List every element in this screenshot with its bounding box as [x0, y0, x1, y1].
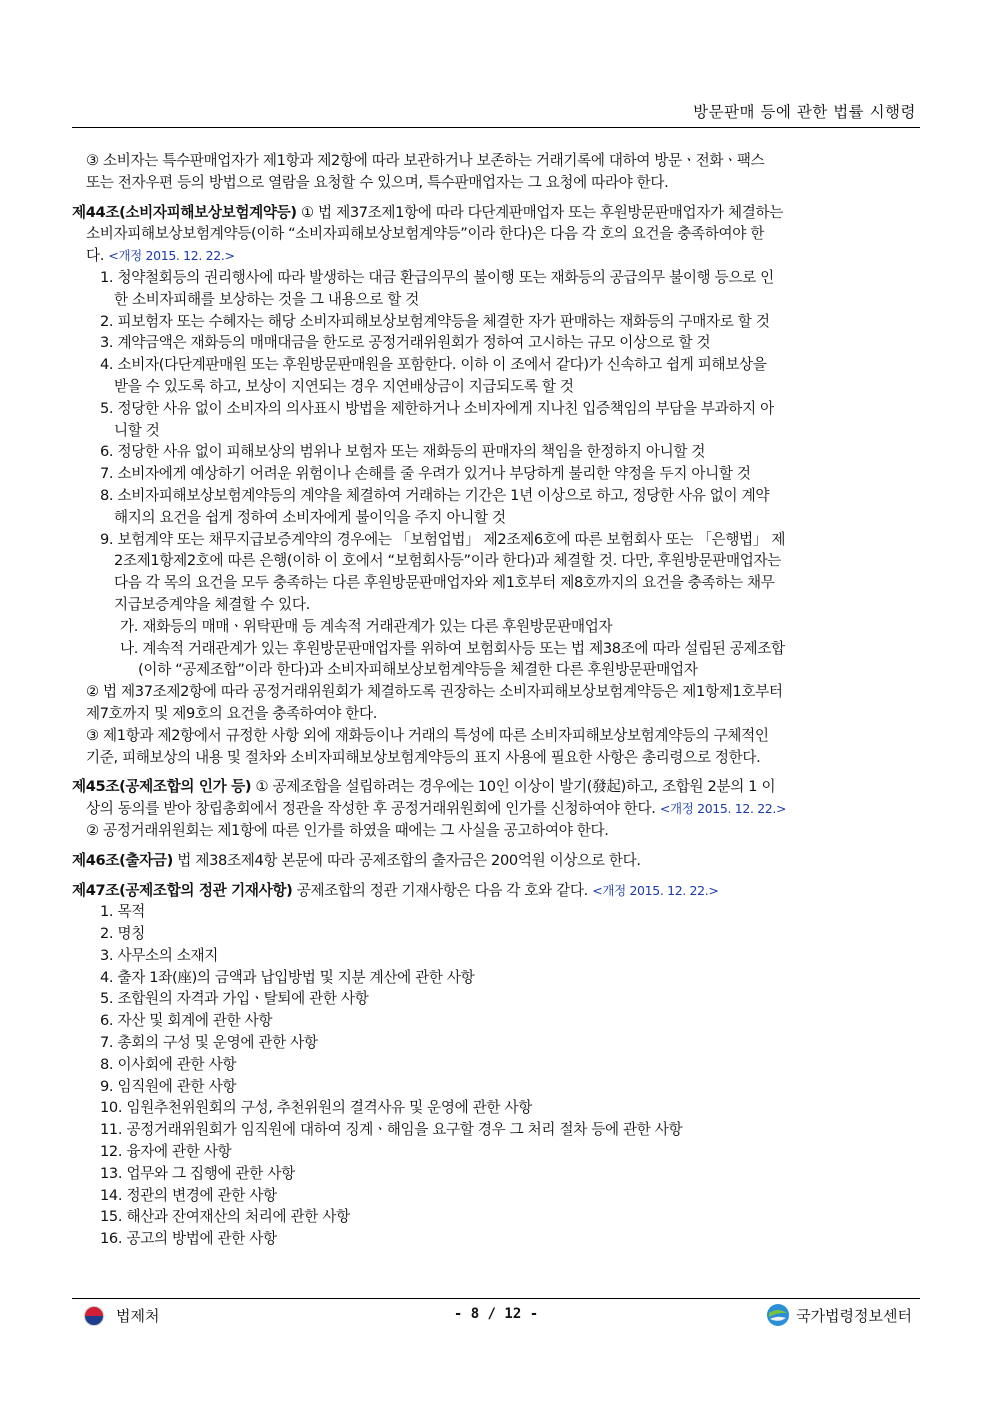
list-item: 1. 목적	[100, 903, 146, 921]
footer-center-label: 국가법령정보센터	[796, 1306, 912, 1325]
list-item: 8. 소비자피해보상보험계약등의 계약을 체결하여 거래하는 기간은 1년 이상으로 하고, 정당한 사유 없이 계약 해지의 요건을 쉽게 정하여 소비자에게 불이익을 주지 아니할 것	[100, 486, 770, 526]
art44-items	[72, 267, 920, 681]
list-item: 5. 정당한 사유 없이 소비자의 의사표시 방법을 제한하거나 소비자에게 지나친 입증책임의 부담을 부과하지 아 니할 것	[100, 399, 774, 439]
art44-paragraph-1	[72, 202, 920, 267]
art45-paragraph-1: 제45조(공제조합의 인가 등) ① 공제조합을 설립하려는 경우에는 10인 이상이 발기(發起)하고, 조합원 2분의 1 이 상의 동의를 받아 창립총회에서 정관을 작성한 후 공정거래위원회에 인가를 신청하여야 한다. <개정 2015. 12. 22.>	[72, 778, 787, 818]
art44-paragraph-2: ② 법 제37조제2항에 따라 공정거래위원회가 체결하도록 권장하는 소비자피해보상보험계약등은 제1항제1호부터 제7호까지 및 제9호의 요건을 충족하여야 한다.	[86, 683, 783, 722]
art45-paragraph-2: ② 공정거래위원회는 제1항에 따른 인가를 하였을 때에는 그 사실을 공고하여야 한다.	[86, 821, 609, 839]
amendment-note: <개정 2015. 12. 22.>	[592, 882, 719, 898]
art47-items	[72, 901, 920, 1250]
list-item: 9. 보험계약 또는 채무지급보증계약의 경우에는 「보험업법」 제2조제6호에 따른 보험회사 또는 「은행법」 제 2조제1항제2호에 따른 은행(이하 이 호에서 “보험회사등”이라 한다)과 체결할 것. 다만, 후원방문판매업자는 다음 각 목의 요건을 모두 충족하는 다른 후원방문판매업자와 제1호부터 제8호까지의 요건을 충족하는 채무 지급보증계약을 체결할 수 있다.	[100, 530, 786, 613]
globe-logo-icon	[766, 1303, 790, 1327]
list-item: 13. 업무와 그 집행에 관한 사항	[100, 1164, 295, 1182]
page-number: - 8 / 12 -	[453, 1306, 539, 1322]
sub-item: 가. 재화등의 매매ㆍ위탁판매 등 계속적 거래관계가 있는 다른 후원방문판매업자	[120, 617, 613, 635]
list-item: 1. 청약철회등의 권리행사에 따라 발생하는 대금 환급의무의 불이행 또는 재화등의 공급의무 불이행 등으로 인 한 소비자피해를 보상하는 것을 그 내용으로 할 것	[100, 268, 774, 308]
art46: 제46조(출자금) 법 제38조제4항 본문에 따라 공제조합의 출자금은 200억원 이상으로 한다.	[72, 851, 641, 869]
article-heading: 제45조(공제조합의 인가 등)	[72, 778, 252, 796]
list-item: 15. 해산과 잔여재산의 처리에 관한 사항	[100, 1208, 350, 1226]
header-divider	[72, 127, 920, 128]
art44-paragraph-3: ③ 제1항과 제2항에서 규정한 사항 외에 재화등이나 거래의 특성에 따른 소비자피해보상보험계약등의 구체적인 기준, 피해보상의 내용 및 절차와 소비자피해보상보험계약등의 표지 사용에 필요한 사항은 총리령으로 정한다.	[86, 726, 769, 766]
page-content	[72, 150, 920, 1250]
list-item: 11. 공정거래위원회가 임직원에 대하여 징계ㆍ해임을 요구할 경우 그 처리 절차 등에 관한 사항	[100, 1121, 683, 1139]
list-item: 10. 임원추천위원회의 구성, 추천위원의 결격사유 및 운영에 관한 사항	[100, 1099, 532, 1117]
list-item: 3. 계약금액은 재화등의 매매대금을 한도로 공정거래위원회가 정하여 고시하는 규모 이상으로 할 것	[100, 334, 711, 352]
text-line: 다.	[86, 247, 109, 265]
art43-paragraph-3	[72, 150, 920, 194]
list-item: 9. 임직원에 관한 사항	[100, 1077, 237, 1095]
amendment-note: <개정 2015. 12. 22.>	[108, 248, 235, 264]
list-item: 7. 소비자에게 예상하기 어려운 위험이나 손해를 줄 우려가 있거나 부당하게 불리한 약정을 두지 아니할 것	[100, 465, 751, 483]
list-item: 6. 정당한 사유 없이 피해보상의 범위나 보험자 또는 재화등의 판매자의 책임을 한정하지 아니할 것	[100, 443, 706, 461]
footer-divider	[72, 1298, 920, 1299]
footer-org-label: 법제처	[116, 1307, 160, 1325]
text-line: ③ 소비자는 특수판매업자가 제1항과 제2항에 따라 보관하거나 보존하는 거래기록에 대하여 방문ㆍ전화ㆍ팩스	[86, 152, 765, 169]
list-item: 16. 공고의 방법에 관한 사항	[100, 1230, 277, 1248]
list-item: 14. 정관의 변경에 관한 사항	[100, 1186, 277, 1204]
list-item: 6. 자산 및 회계에 관한 사항	[100, 1012, 273, 1030]
list-item: 5. 조합원의 자격과 가입ㆍ탈퇴에 관한 사항	[100, 990, 369, 1008]
text-line: 소비자피해보상보험계약등(이하 “소비자피해보상보험계약등”이라 한다)은 다음 각 호의 요건을 충족하여야 한	[86, 225, 765, 243]
list-item: 2. 피보험자 또는 수혜자는 해당 소비자피해보상보험계약등을 체결한 자가 판매하는 재화등의 구매자로 할 것	[100, 312, 770, 330]
amendment-note: <개정 2015. 12. 22.>	[659, 801, 787, 817]
article-heading: 제46조(출자금)	[72, 851, 173, 869]
list-item: 4. 출자 1좌(座)의 금액과 납입방법 및 지분 계산에 관한 사항	[100, 968, 475, 986]
list-item: 12. 융자에 관한 사항	[100, 1143, 232, 1161]
list-item: 4. 소비자(다단계판매원 또는 후원방문판매원을 포함한다. 이하 이 조에서 같다)가 신속하고 쉽게 피해보상을 받을 수 있도록 하고, 보상이 지연되는 경우 지연배상금이 지급되도록 할 것	[100, 356, 767, 395]
article-heading: 제47조(공제조합의 정관 기재사항)	[72, 881, 293, 899]
list-item: 2. 명칭	[100, 925, 146, 943]
sub-item: 나. 계속적 거래관계가 있는 후원방문판매업자를 위하여 보험회사등 또는 법 제38조에 따라 설립된 공제조합 (이하 “공제조합”이라 한다)과 소비자피해보상보험계약등을 체결한 다른 후원방문판매업자	[120, 639, 785, 679]
list-item: 7. 총회의 구성 및 운영에 관한 사항	[100, 1034, 318, 1052]
list-item: 8. 이사회에 관한 사항	[100, 1055, 237, 1073]
header-title: 방문판매 등에 관한 법률 시행령	[693, 103, 916, 121]
article-heading: 제44조(소비자피해보상보험계약등)	[72, 203, 297, 221]
text-line: ① 법 제37조제1항에 따라 다단계판매업자 또는 후원방문판매업자가 체결하는	[296, 203, 783, 221]
list-item: 3. 사무소의 소재지	[100, 946, 219, 964]
footer-right	[766, 1303, 912, 1327]
art47: 제47조(공제조합의 정관 기재사항) 공제조합의 정관 기재사항은 다음 각 호와 같다. <개정 2015. 12. 22.>	[72, 881, 719, 899]
text-line: 또는 전자우편 등의 방법으로 열람을 요청할 수 있으며, 특수판매업자는 그 요청에 따라야 한다.	[86, 173, 669, 191]
